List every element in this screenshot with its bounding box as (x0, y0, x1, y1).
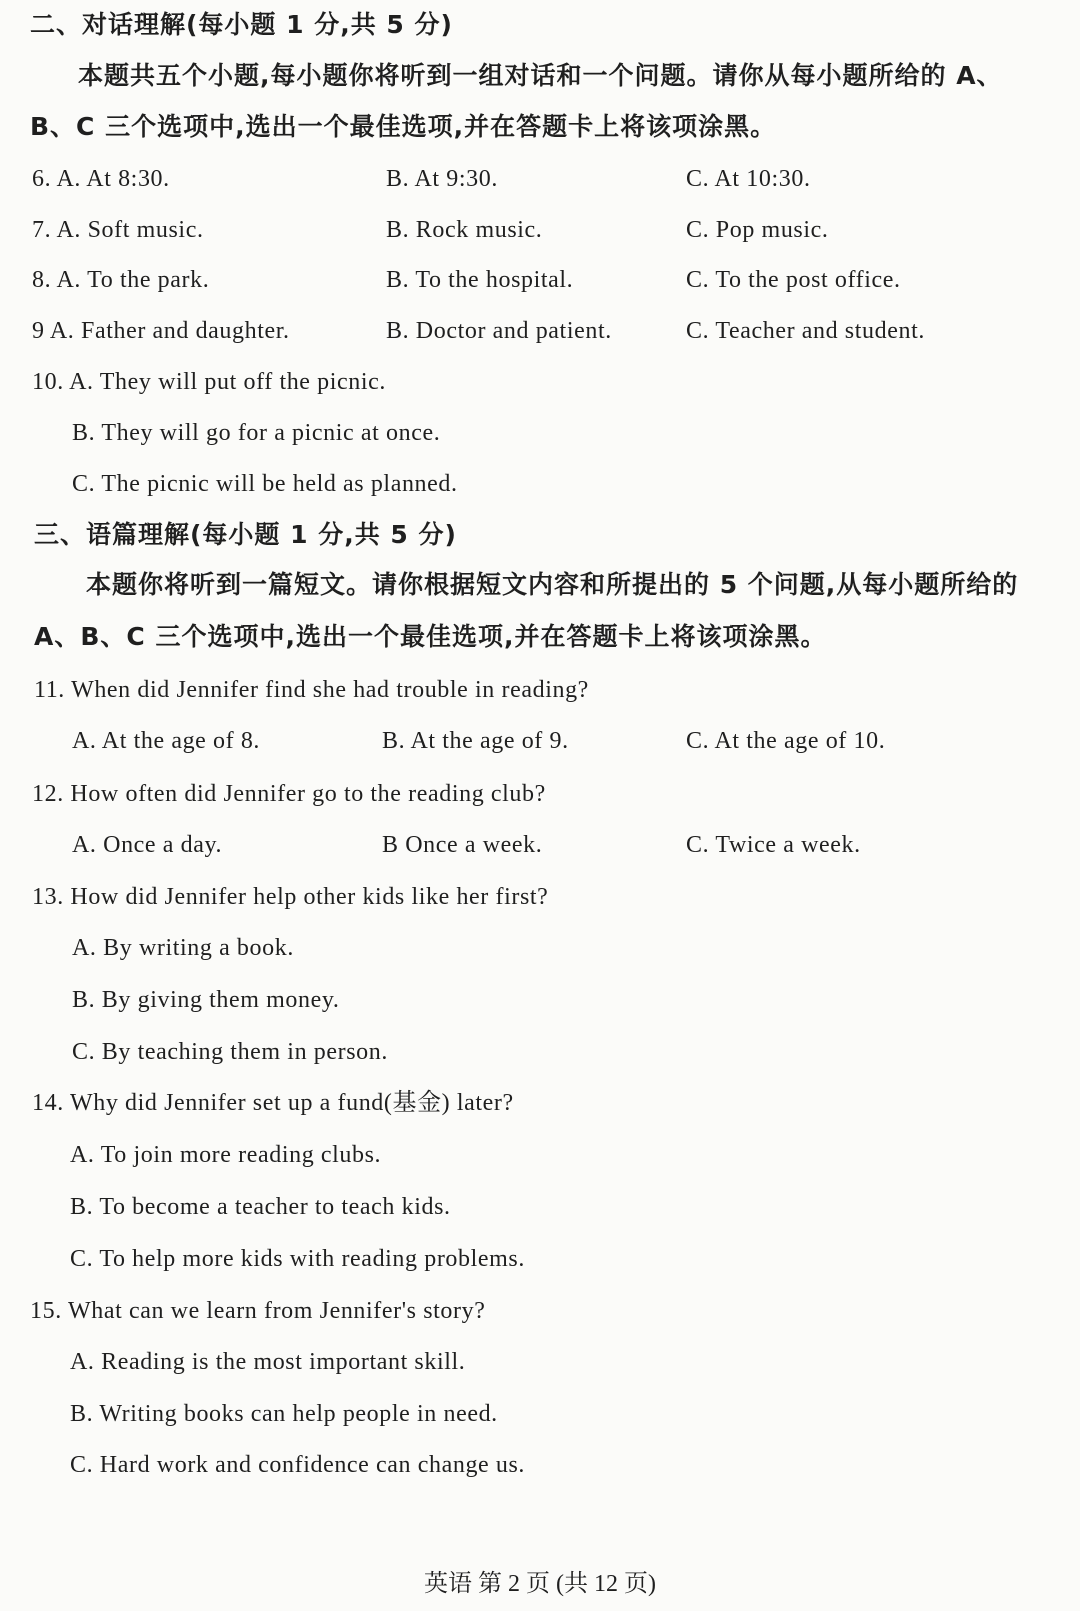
q14-question: 14. Why did Jennifer set up a fund(基金) later? (32, 1090, 514, 1116)
q8-option-c: C. To the post office. (686, 267, 901, 293)
q11-option-b: B. At the age of 9. (382, 728, 569, 754)
q15-option-a: A. Reading is the most important skill. (70, 1349, 466, 1375)
section-3-instruction-2: A、B、C 三个选项中,选出一个最佳选项,并在答题卡上将该项涂黑。 (34, 622, 827, 651)
q7-option-b: B. Rock music. (386, 217, 543, 243)
q8-option-a: 8. A. To the park. (32, 267, 210, 293)
q6-option-a: 6. A. At 8:30. (32, 166, 170, 192)
q12-option-a: A. Once a day. (72, 832, 223, 858)
section-3-heading: 三、语篇理解(每小题 1 分,共 5 分) (34, 520, 457, 549)
q15-option-c: C. Hard work and confidence can change us. (70, 1452, 526, 1478)
q14-option-a: A. To join more reading clubs. (70, 1142, 382, 1168)
q13-option-b: B. By giving them money. (72, 987, 340, 1013)
q10-option-b: B. They will go for a picnic at once. (72, 420, 441, 446)
q13-option-a: A. By writing a book. (72, 935, 294, 961)
q11-question: 11. When did Jennifer find she had trouble in reading? (34, 677, 589, 703)
section-2-heading: 二、对话理解(每小题 1 分,共 5 分) (30, 10, 453, 39)
q15-option-b: B. Writing books can help people in need. (70, 1401, 498, 1427)
q13-question: 13. How did Jennifer help other kids like her first? (32, 884, 549, 910)
q12-question: 12. How often did Jennifer go to the reading club? (32, 781, 546, 807)
q8-option-b: B. To the hospital. (386, 267, 574, 293)
page-footer: 英语 第 2 页 (共 12 页) (424, 1571, 656, 1597)
section-2-instruction-2: B、C 三个选项中,选出一个最佳选项,并在答题卡上将该项涂黑。 (30, 112, 777, 141)
q15-question: 15. What can we learn from Jennifer's story? (30, 1298, 486, 1324)
q12-option-b: B Once a week. (382, 832, 543, 858)
q14-option-b: B. To become a teacher to teach kids. (70, 1194, 451, 1220)
q14-option-c: C. To help more kids with reading problems. (70, 1246, 525, 1272)
q13-option-c: C. By teaching them in person. (72, 1039, 388, 1065)
q10-option-c: C. The picnic will be held as planned. (72, 471, 458, 497)
q9-option-a: 9 A. Father and daughter. (32, 318, 290, 344)
q6-option-c: C. At 10:30. (686, 166, 811, 192)
section-2-instruction-1: 本题共五个小题,每小题你将听到一组对话和一个问题。请你从每小题所给的 A、 (78, 61, 1003, 90)
q12-option-c: C. Twice a week. (686, 832, 861, 858)
section-3-instruction-1: 本题你将听到一篇短文。请你根据短文内容和所提出的 5 个问题,从每小题所给的 (86, 570, 1019, 599)
q7-option-c: C. Pop music. (686, 217, 829, 243)
q11-option-c: C. At the age of 10. (686, 728, 886, 754)
q11-option-a: A. At the age of 8. (72, 728, 261, 754)
q10-option-a: 10. A. They will put off the picnic. (32, 369, 387, 395)
q7-option-a: 7. A. Soft music. (32, 217, 204, 243)
q9-option-b: B. Doctor and patient. (386, 318, 612, 344)
q6-option-b: B. At 9:30. (386, 166, 498, 192)
q9-option-c: C. Teacher and student. (686, 318, 925, 344)
